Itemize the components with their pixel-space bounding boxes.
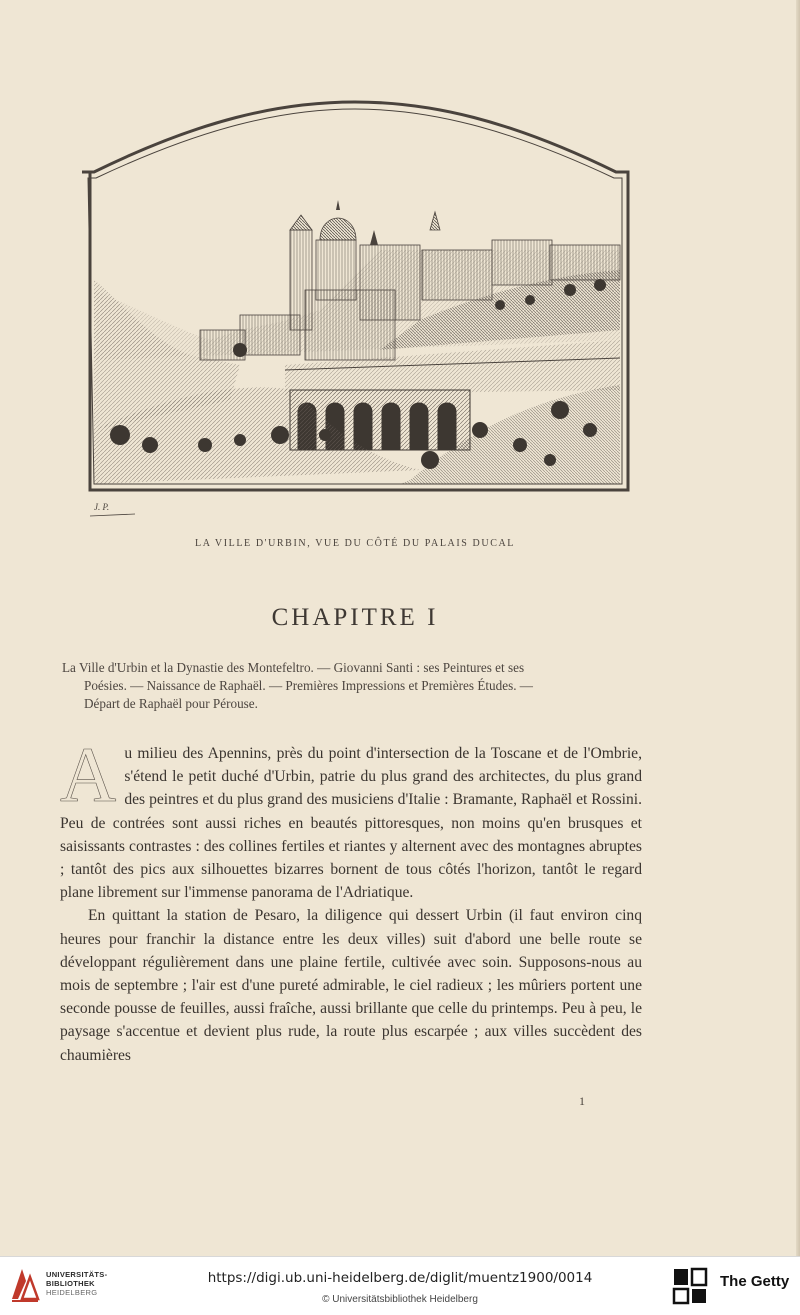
engraving-plate xyxy=(80,100,630,525)
viewer-footer xyxy=(0,1256,800,1315)
body-text xyxy=(60,731,642,1067)
paragraph xyxy=(60,731,642,904)
summary-line: Départ de Raphaël pour Pérouse. xyxy=(84,696,258,711)
copyright-notice: © Universitätsbibliothek Heidelberg xyxy=(322,1294,478,1305)
chapter-title: CHAPITRE I xyxy=(271,604,439,631)
summary-line: La Ville d'Urbin et la Dynastie des Montefeltro. — Giovanni Santi : ses Peintures et ses xyxy=(62,660,525,675)
partner-name[interactable]: The Getty xyxy=(720,1273,790,1290)
page-number: 1 xyxy=(579,1094,585,1108)
urbino-engraving xyxy=(80,100,630,525)
chapter-summary xyxy=(62,659,642,713)
library-name-line: UNIVERSITÄTS- xyxy=(46,1270,108,1279)
library-name-line: BIBLIOTHEK xyxy=(46,1279,95,1288)
dropcap-letter: A xyxy=(60,731,117,818)
document-url-link[interactable]: https://digi.ub.uni-heidelberg.de/diglit/muentz1900/0014 xyxy=(207,1270,593,1286)
summary-line: Poésies. — Naissance de Raphaël. — Premières Impressions et Premières Études. — xyxy=(84,678,533,693)
plate-caption: LA VILLE D'URBIN, VUE DU CÔTÉ DU PALAIS DUCAL xyxy=(194,538,515,549)
library-name-line: HEIDELBERG xyxy=(46,1288,98,1297)
getty-logo-icon[interactable] xyxy=(672,1267,708,1305)
paragraph: En quittant la station de Pesaro, la diligence qui dessert Urbin (il faut environ cinq heures pour franchir la distance entre les deux villes) suit d'abord une belle route se développant régulièrement dans une plaine fertile, cultivée avec soin. Supposons-nous au mois de septembre ; l'air est d'une pureté admirable, le ciel radieux ; les mûriers portent une seconde pousse de feuilles, aussi fraîche, aussi brillante que celle du printemps. Peu à peu, le paysage s'accentue et devient plus rude, la route plus escarpée ; aux villes succèdent des chaumières xyxy=(60,907,642,1064)
page-edge xyxy=(796,0,800,1256)
paragraph-text: u milieu des Apennins, près du point d'intersection de la Toscane et de l'Ombrie, s'étend le petit duché d'Urbin, patrie du plus grand des architectes, du plus grand des peintres et du plus grand des musiciens d'Italie : Bramante, Raphaël et Rossini. Peu de contrées sont aussi riches en beautés pittoresques, non moins qu'en brusques et saisissants contrastes : des collines fertiles et riantes y alternent avec des montagnes abruptes ; tantôt des pics aux silhouettes bizarres bornent de tous côtés l'horizon, tantôt le regard plane librement sur l'immense panorama de l'Adriatique. xyxy=(60,745,642,902)
engraver-signature: J. P. xyxy=(94,502,110,512)
